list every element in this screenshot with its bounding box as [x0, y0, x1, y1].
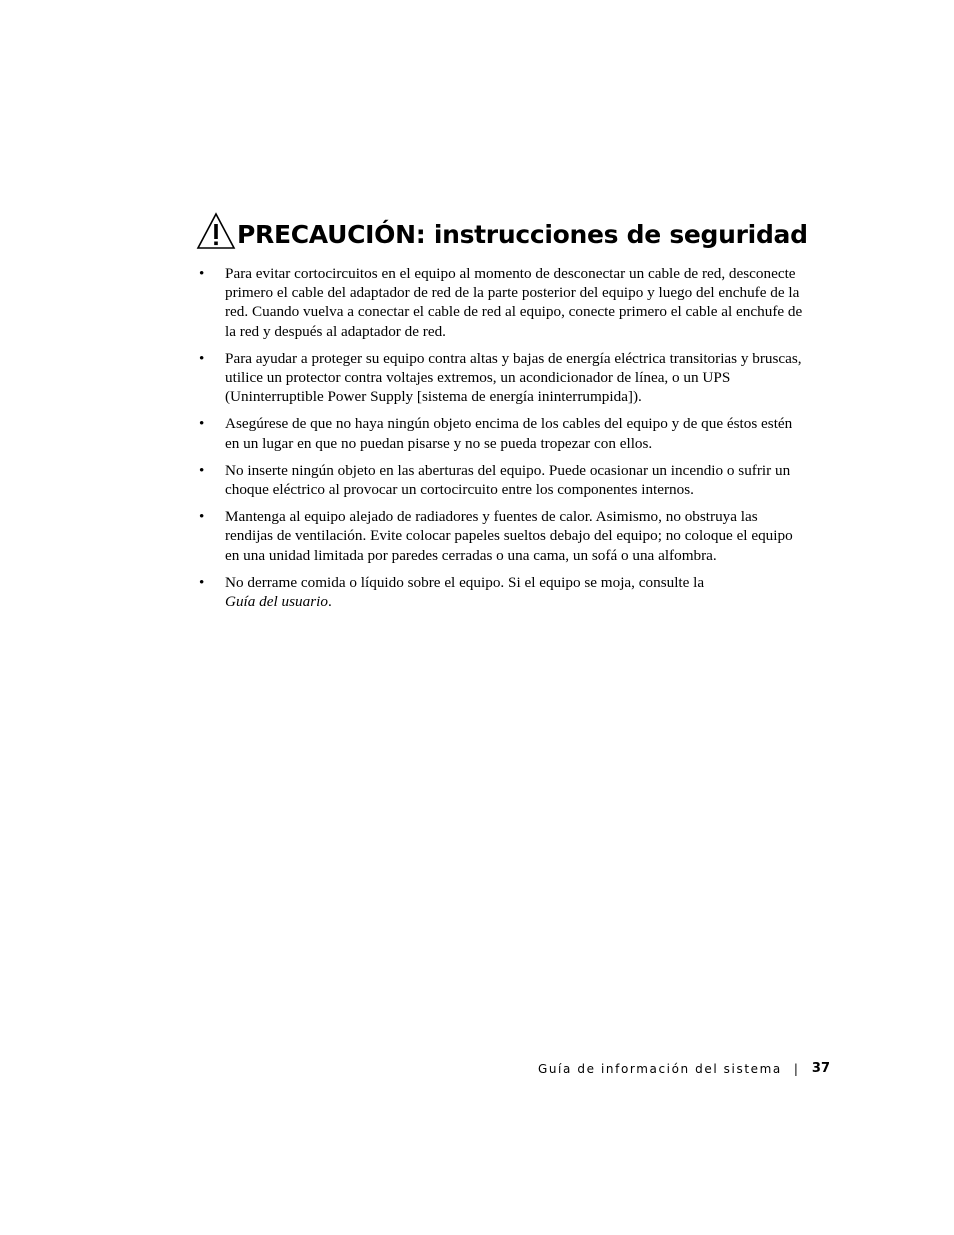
bullet-marker: •: [199, 349, 205, 367]
page-number: 37: [811, 1061, 830, 1076]
heading-title: instrucciones de seguridad: [433, 220, 808, 249]
list-item: [199, 349, 809, 407]
heading-prefix: PRECAUCIÓN:: [237, 220, 426, 249]
list-item-text-main: No derrame comida o líquido sobre el equipo. Si el equipo se moja, consulte la: [225, 573, 705, 591]
footer-separator: |: [793, 1061, 798, 1076]
list-item: [199, 414, 809, 452]
list-item-text: No inserte ningún objeto en las aberturas del equipo. Puede ocasionar un incendio o sufrir un choque eléctrico al provocar un cortocircuito entre los componentes internos.: [225, 461, 791, 499]
heading-text: [237, 220, 808, 250]
list-item-text: Para evitar cortocircuitos en el equipo al momento de desconectar un cable de red, desconecte primero el cable del adaptador de red de la parte posterior del equipo y luego del enchufe de la red. Cuando vuelva a conectar el cable de red al equipo, conecte primero el cable al enchufe de la red y después al adaptador de red.: [225, 265, 803, 340]
bullet-marker: •: [199, 415, 205, 433]
bullet-marker: •: [199, 461, 205, 479]
safety-instructions-list: [199, 264, 809, 619]
bullet-marker: •: [199, 573, 205, 591]
list-item: [199, 264, 809, 341]
list-item-text: Para ayudar a proteger su equipo contra altas y bajas de energía eléctrica transitorias y bruscas, utilice un protector contra voltajes extremos, un acondicionador de línea, o un UPS (Uninterruptible Power Supply [sistema de energía ininterrumpida]).: [225, 349, 802, 406]
list-item: [199, 507, 809, 565]
footer-title: Guía de información del sistema: [537, 1061, 782, 1076]
list-item-text-suffix: .: [327, 593, 332, 611]
user-guide-reference: Guía del usuario: [225, 593, 328, 611]
list-item-text: Asegúrese de que no haya ningún objeto encima de los cables del equipo y de que éstos estén en un lugar en que no puedan pisarse y no se pueda tropezar con ellos.: [225, 415, 793, 452]
list-item-text: Mantenga al equipo alejado de radiadores y fuentes de calor. Asimismo, no obstruya las rendijas de ventilación. Evite colocar papeles sueltos debajo del equipo; no coloque el equipo en una unidad limitada por paredes cerradas o una cama, un sofá o una alfombra.: [225, 508, 793, 564]
bullet-marker: •: [199, 265, 205, 282]
list-item-text: [225, 573, 809, 611]
page-footer: [538, 1061, 830, 1076]
list-item: [199, 461, 809, 499]
section-heading: [196, 212, 808, 250]
bullet-marker: •: [199, 508, 205, 526]
warning-triangle-icon: [196, 212, 236, 250]
list-item: [199, 573, 809, 611]
